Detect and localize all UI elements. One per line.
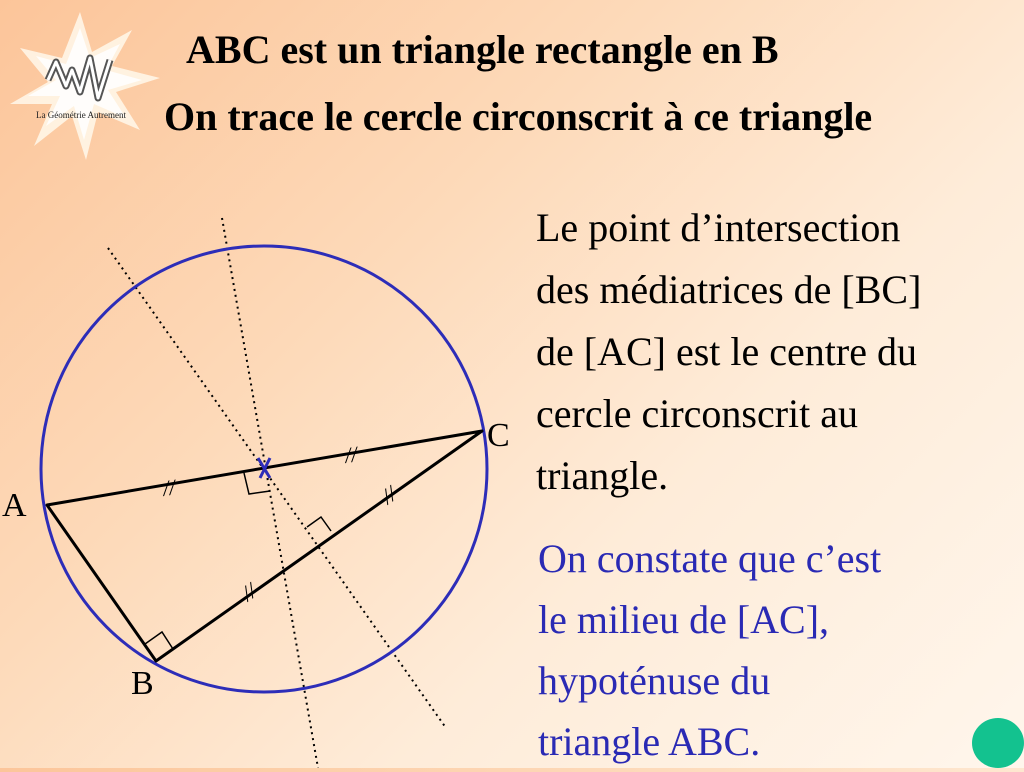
title-line-2: On trace le cercle circonscrit à ce triangle [164, 94, 873, 139]
equal-mark-ac-left: // [161, 474, 177, 501]
right-angle-mark-bc [307, 517, 331, 531]
right-angle-mark-ac [244, 473, 270, 494]
next-slide-button[interactable] [972, 718, 1024, 768]
point-label-c: C [487, 417, 510, 454]
logo-caption: La Géométrie Autrement [36, 110, 126, 120]
point-label-a: A [2, 487, 27, 524]
point-label-b: B [131, 665, 154, 702]
conclusion-text: On constate que c’est le milieu de [AC], hypoténuse du triangle ABC. [538, 536, 882, 764]
perpendicular-bisector-ab [222, 218, 318, 768]
perpendicular-bisector-bc [108, 248, 446, 728]
equal-mark-ac-right: // [343, 441, 359, 468]
triangle-abc [47, 431, 482, 661]
explanation-text: Le point d’intersection des médiatrices de [BC] de [AC] est le centre du cercle circonscrit au triangle. [536, 205, 922, 498]
right-angle-mark-b [145, 632, 173, 649]
equal-mark-bc-upper: // [376, 481, 401, 509]
equal-mark-bc-lower: // [236, 578, 261, 606]
title-line-1: ABC est un triangle rectangle en B [186, 27, 779, 72]
